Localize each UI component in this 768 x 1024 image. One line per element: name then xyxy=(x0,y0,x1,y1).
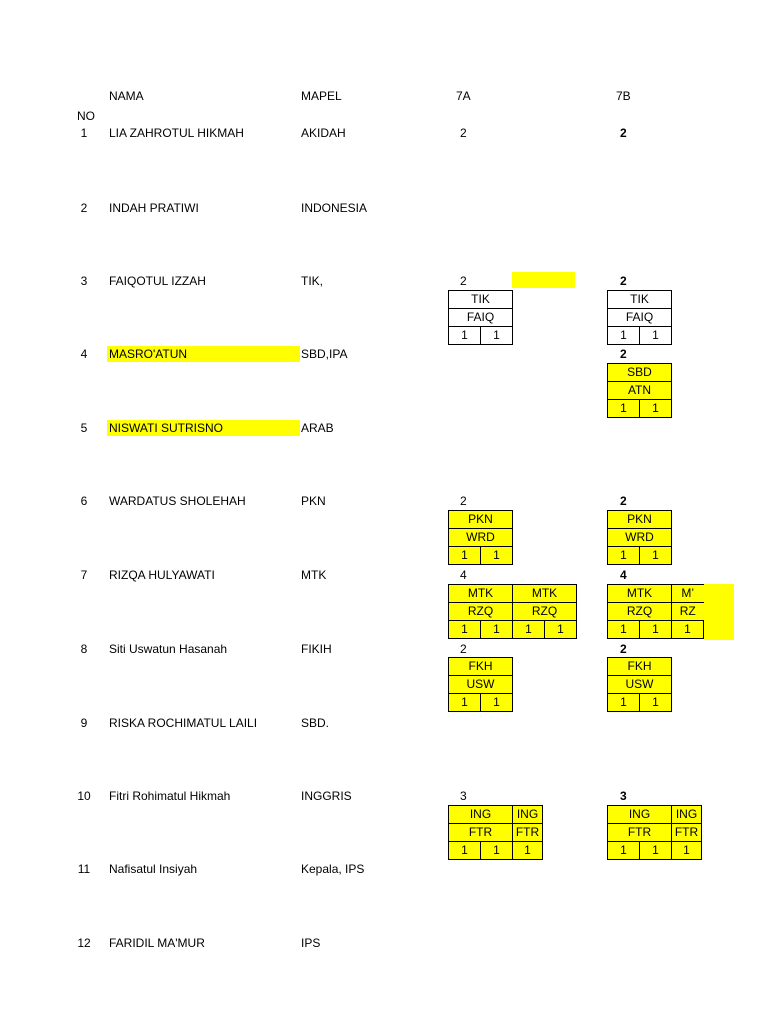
block-teacher: FTR xyxy=(513,824,543,842)
row-no: 9 xyxy=(80,716,88,730)
schedule-block-pkn-7b xyxy=(607,510,672,565)
row-7b-count: 2 xyxy=(620,494,627,508)
row-nama: RISKA ROCHIMATUL LAILI xyxy=(109,716,258,730)
row-mapel: TIK, xyxy=(301,274,324,288)
row-7b-count: 3 xyxy=(620,789,627,803)
row-no: 11 xyxy=(77,862,91,876)
row-mapel: FIKIH xyxy=(301,642,332,656)
row-mapel: INGGRIS xyxy=(301,789,352,803)
block-teacher: FTR xyxy=(449,824,513,842)
block-teacher: FTR xyxy=(672,824,702,842)
block-subject: MTK xyxy=(608,585,672,603)
block-hour: 1 xyxy=(640,327,672,345)
block-hour: 1 xyxy=(449,547,481,565)
row-no: 10 xyxy=(77,789,91,803)
block-subject: M’ xyxy=(672,585,704,603)
block-subject: FKH xyxy=(608,658,672,676)
block-hour: 1 xyxy=(640,621,672,639)
header-no: NO xyxy=(77,109,95,123)
row-nama: Fitri Rohimatul Hikmah xyxy=(109,789,231,803)
block-hour: 1 xyxy=(449,621,481,639)
row-mapel: INDONESIA xyxy=(301,201,368,215)
block-hour: 1 xyxy=(608,547,640,565)
row-no: 7 xyxy=(80,568,88,582)
row-nama: RIZQA HULYAWATI xyxy=(109,568,215,582)
schedule-block-pkn-7a xyxy=(448,510,513,565)
block-subject: ING xyxy=(608,806,672,824)
row-mapel: SBD,IPA xyxy=(301,347,348,361)
row-nama: FARIDIL MA'MUR xyxy=(109,936,205,950)
row-no: 5 xyxy=(80,421,88,435)
header-mapel: MAPEL xyxy=(301,89,342,103)
schedule-block-tik-7b xyxy=(607,290,672,345)
row-nama: FAIQOTUL IZZAH xyxy=(109,274,206,288)
row-nama: NISWATI SUTRISNO xyxy=(109,421,223,435)
row-7b-count: 2 xyxy=(620,274,627,288)
block-hour: 1 xyxy=(640,400,672,418)
schedule-block-mtk-7a xyxy=(448,584,577,639)
block-teacher: RZQ xyxy=(608,603,672,621)
block-subject: ING xyxy=(449,806,513,824)
schedule-block-mtk-7b xyxy=(607,584,704,639)
row-no: 12 xyxy=(77,936,91,950)
block-hour: 1 xyxy=(608,621,640,639)
block-hour: 1 xyxy=(513,842,543,860)
row-nama: Siti Uswatun Hasanah xyxy=(109,642,228,656)
block-teacher: USW xyxy=(449,676,513,694)
block-teacher: USW xyxy=(608,676,672,694)
block-hour: 1 xyxy=(608,400,640,418)
highlight-cell xyxy=(512,272,575,288)
row-7b-count: 2 xyxy=(620,642,627,656)
block-hour: 1 xyxy=(608,694,640,712)
block-teacher: RZQ xyxy=(513,603,577,621)
row-mapel: PKN xyxy=(301,494,326,508)
block-hour: 1 xyxy=(481,547,513,565)
block-hour: 1 xyxy=(481,842,513,860)
block-teacher: FTR xyxy=(608,824,672,842)
row-mapel: IPS xyxy=(301,936,321,950)
row-no: 4 xyxy=(80,347,88,361)
block-teacher: RZ xyxy=(672,603,704,621)
block-hour: 1 xyxy=(481,694,513,712)
block-hour: 1 xyxy=(513,621,545,639)
block-teacher: FAIQ xyxy=(449,309,513,327)
schedule-block-ing-7a xyxy=(448,805,543,860)
row-nama: INDAH PRATIWI xyxy=(109,201,199,215)
block-hour: 1 xyxy=(672,842,702,860)
row-7a-count: 2 xyxy=(460,274,467,288)
row-7a-count: 2 xyxy=(460,494,467,508)
block-subject: MTK xyxy=(513,585,577,603)
header-7a: 7A xyxy=(456,89,471,103)
block-subject: FKH xyxy=(449,658,513,676)
row-7b-count: 2 xyxy=(620,347,627,361)
row-mapel: SBD. xyxy=(301,716,330,730)
row-7a-count: 2 xyxy=(460,642,467,656)
highlight-overflow xyxy=(704,584,734,640)
block-hour: 1 xyxy=(640,547,672,565)
schedule-block-ing-7b xyxy=(607,805,702,860)
row-7a-count: 3 xyxy=(460,789,467,803)
block-hour: 1 xyxy=(640,842,672,860)
block-hour: 1 xyxy=(481,327,513,345)
row-nama: LIA ZAHROTUL HIKMAH xyxy=(109,126,244,140)
block-teacher: FAIQ xyxy=(608,309,672,327)
row-mapel: MTK xyxy=(301,568,327,582)
row-7b-count: 4 xyxy=(620,568,627,582)
schedule-block-sbd-7b xyxy=(607,363,672,418)
row-no: 8 xyxy=(80,642,88,656)
header-7b: 7B xyxy=(616,89,631,103)
block-subject: PKN xyxy=(449,511,513,529)
row-no: 3 xyxy=(80,274,88,288)
header-nama: NAMA xyxy=(109,89,144,103)
block-subject: PKN xyxy=(608,511,672,529)
row-no: 1 xyxy=(80,126,88,140)
block-subject: ING xyxy=(672,806,702,824)
schedule-block-fkh-7b xyxy=(607,657,672,712)
block-subject: TIK xyxy=(449,291,513,309)
block-hour: 1 xyxy=(449,842,481,860)
row-nama: MASRO'ATUN xyxy=(109,347,188,361)
block-hour: 1 xyxy=(608,327,640,345)
row-mapel: AKIDAH xyxy=(301,126,346,140)
block-teacher: WRD xyxy=(608,529,672,547)
block-hour: 1 xyxy=(608,842,640,860)
block-hour: 1 xyxy=(449,327,481,345)
block-teacher: RZQ xyxy=(449,603,513,621)
row-7a-count: 2 xyxy=(460,126,467,140)
block-hour: 1 xyxy=(545,621,577,639)
row-7b-count: 2 xyxy=(620,126,627,140)
block-subject: TIK xyxy=(608,291,672,309)
block-teacher: WRD xyxy=(449,529,513,547)
block-hour: 1 xyxy=(481,621,513,639)
row-no: 2 xyxy=(80,201,88,215)
row-nama: Nafisatul Insiyah xyxy=(109,862,198,876)
block-subject: MTK xyxy=(449,585,513,603)
row-mapel: ARAB xyxy=(301,421,334,435)
row-nama: WARDATUS SHOLEHAH xyxy=(109,494,246,508)
row-mapel: Kepala, IPS xyxy=(301,862,365,876)
block-subject: SBD xyxy=(608,364,672,382)
schedule-block-fkh-7a xyxy=(448,657,513,712)
block-subject: ING xyxy=(513,806,543,824)
block-hour: 1 xyxy=(449,694,481,712)
row-7a-count: 4 xyxy=(460,568,467,582)
block-hour: 1 xyxy=(672,621,704,639)
row-no: 6 xyxy=(80,494,88,508)
block-hour: 1 xyxy=(640,694,672,712)
block-teacher: ATN xyxy=(608,382,672,400)
schedule-block-tik-7a xyxy=(448,290,513,345)
